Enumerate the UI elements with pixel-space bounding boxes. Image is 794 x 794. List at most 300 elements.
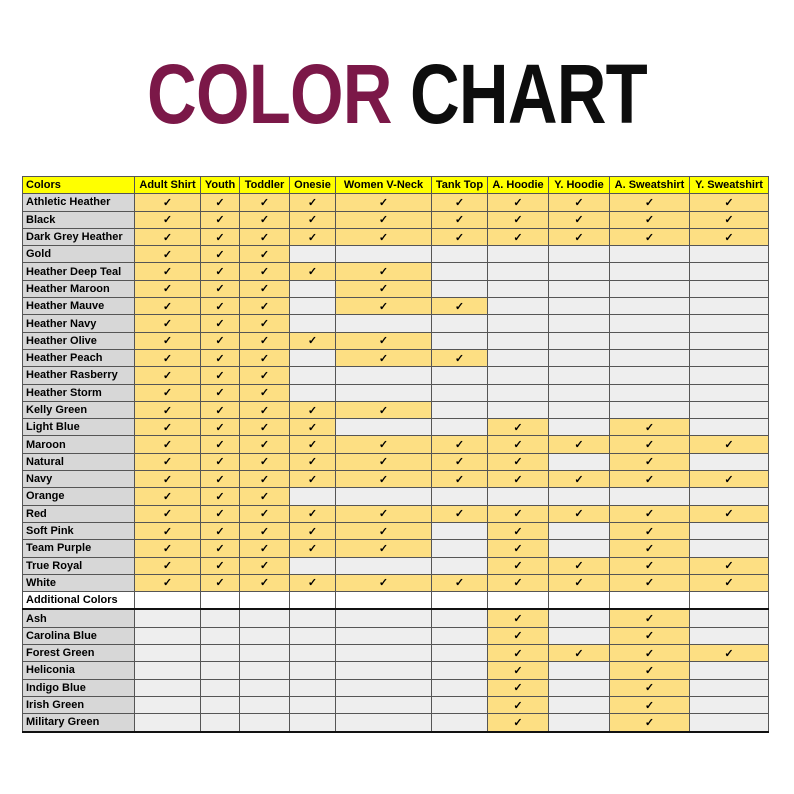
empty-cell (135, 696, 201, 713)
check-icon-cell: ✓ (201, 522, 240, 539)
check-icon-cell: ✓ (201, 471, 240, 488)
check-icon-cell: ✓ (290, 453, 336, 470)
check-icon-cell: ✓ (488, 696, 549, 713)
check-icon-cell: ✓ (488, 714, 549, 732)
check-icon-cell: ✓ (336, 280, 432, 297)
column-header: Onesie (290, 177, 336, 194)
empty-cell (432, 367, 488, 384)
table-row (23, 609, 769, 627)
empty-cell (201, 592, 240, 610)
check-icon-cell: ✓ (290, 522, 336, 539)
empty-cell (549, 592, 610, 610)
table-row (23, 505, 769, 522)
empty-cell (432, 662, 488, 679)
color-name: Natural (23, 453, 135, 470)
empty-cell (690, 696, 769, 713)
check-icon-cell: ✓ (336, 194, 432, 211)
check-icon-cell: ✓ (488, 419, 549, 436)
empty-cell (201, 679, 240, 696)
check-icon-cell: ✓ (290, 471, 336, 488)
color-name: Heliconia (23, 662, 135, 679)
check-icon-cell: ✓ (610, 609, 690, 627)
check-icon-cell: ✓ (135, 436, 201, 453)
check-icon-cell: ✓ (201, 384, 240, 401)
check-icon-cell: ✓ (432, 228, 488, 245)
check-icon-cell: ✓ (135, 419, 201, 436)
check-icon-cell: ✓ (201, 505, 240, 522)
check-icon-cell: ✓ (201, 436, 240, 453)
color-name: Heather Olive (23, 332, 135, 349)
check-icon-cell: ✓ (432, 298, 488, 315)
empty-cell (610, 263, 690, 280)
empty-cell (549, 263, 610, 280)
table-row (23, 696, 769, 713)
check-icon-cell: ✓ (135, 246, 201, 263)
check-icon-cell: ✓ (549, 228, 610, 245)
empty-cell (135, 627, 201, 644)
empty-cell (290, 349, 336, 366)
check-icon-cell: ✓ (240, 540, 290, 557)
empty-cell (240, 627, 290, 644)
check-icon-cell: ✓ (135, 349, 201, 366)
check-icon-cell: ✓ (240, 574, 290, 591)
empty-cell (549, 522, 610, 539)
color-name: Dark Grey Heather (23, 228, 135, 245)
empty-cell (488, 488, 549, 505)
empty-cell (240, 662, 290, 679)
check-icon-cell: ✓ (240, 280, 290, 297)
color-name: Team Purple (23, 540, 135, 557)
empty-cell (690, 280, 769, 297)
empty-cell (488, 592, 549, 610)
check-icon-cell: ✓ (290, 574, 336, 591)
header-row (23, 177, 769, 194)
check-icon-cell: ✓ (336, 540, 432, 557)
color-name: Forest Green (23, 645, 135, 662)
empty-cell (290, 246, 336, 263)
empty-cell (610, 367, 690, 384)
empty-cell (690, 592, 769, 610)
check-icon-cell: ✓ (135, 471, 201, 488)
check-icon-cell: ✓ (610, 228, 690, 245)
check-icon-cell: ✓ (336, 211, 432, 228)
empty-cell (336, 714, 432, 732)
empty-cell (290, 679, 336, 696)
color-name: Heather Mauve (23, 298, 135, 315)
color-name: Heather Peach (23, 349, 135, 366)
empty-cell (432, 609, 488, 627)
check-icon-cell: ✓ (201, 332, 240, 349)
empty-cell (201, 627, 240, 644)
empty-cell (690, 401, 769, 418)
empty-cell (610, 315, 690, 332)
empty-cell (488, 332, 549, 349)
empty-cell (290, 609, 336, 627)
additional-colors-label: Additional Colors (23, 592, 135, 610)
empty-cell (336, 627, 432, 644)
empty-cell (201, 714, 240, 732)
table-row (23, 419, 769, 436)
column-header: Toddler (240, 177, 290, 194)
empty-cell (610, 280, 690, 297)
check-icon-cell: ✓ (201, 349, 240, 366)
check-icon-cell: ✓ (240, 263, 290, 280)
empty-cell (549, 349, 610, 366)
empty-cell (690, 315, 769, 332)
empty-cell (549, 714, 610, 732)
color-name: Ash (23, 609, 135, 627)
check-icon-cell: ✓ (290, 263, 336, 280)
check-icon-cell: ✓ (690, 557, 769, 574)
table-row (23, 522, 769, 539)
column-header: Tank Top (432, 177, 488, 194)
title-word-chart: CHART (409, 47, 647, 141)
table-row (23, 315, 769, 332)
color-name: Heather Storm (23, 384, 135, 401)
empty-cell (290, 557, 336, 574)
check-icon-cell: ✓ (135, 505, 201, 522)
empty-cell (201, 645, 240, 662)
empty-cell (432, 280, 488, 297)
check-icon-cell: ✓ (201, 367, 240, 384)
empty-cell (610, 298, 690, 315)
check-icon-cell: ✓ (201, 401, 240, 418)
empty-cell (690, 332, 769, 349)
check-icon-cell: ✓ (135, 298, 201, 315)
empty-cell (549, 332, 610, 349)
check-icon-cell: ✓ (488, 522, 549, 539)
empty-cell (549, 384, 610, 401)
table-row (23, 367, 769, 384)
check-icon-cell: ✓ (432, 574, 488, 591)
empty-cell (549, 453, 610, 470)
empty-cell (549, 662, 610, 679)
empty-cell (290, 367, 336, 384)
table-row (23, 401, 769, 418)
empty-cell (240, 645, 290, 662)
check-icon-cell: ✓ (610, 557, 690, 574)
table-row (23, 332, 769, 349)
check-icon-cell: ✓ (336, 522, 432, 539)
column-header: Women V-Neck (336, 177, 432, 194)
empty-cell (135, 609, 201, 627)
check-icon-cell: ✓ (549, 557, 610, 574)
column-header: Youth (201, 177, 240, 194)
empty-cell (488, 280, 549, 297)
empty-cell (336, 367, 432, 384)
empty-cell (549, 696, 610, 713)
check-icon-cell: ✓ (488, 505, 549, 522)
empty-cell (336, 679, 432, 696)
check-icon-cell: ✓ (336, 349, 432, 366)
table-row (23, 557, 769, 574)
check-icon-cell: ✓ (610, 419, 690, 436)
check-icon-cell: ✓ (201, 453, 240, 470)
check-icon-cell: ✓ (610, 662, 690, 679)
check-icon-cell: ✓ (488, 679, 549, 696)
check-icon-cell: ✓ (290, 194, 336, 211)
check-icon-cell: ✓ (290, 211, 336, 228)
empty-cell (690, 662, 769, 679)
check-icon-cell: ✓ (549, 471, 610, 488)
check-icon-cell: ✓ (549, 645, 610, 662)
check-icon-cell: ✓ (201, 315, 240, 332)
check-icon-cell: ✓ (336, 505, 432, 522)
empty-cell (690, 246, 769, 263)
check-icon-cell: ✓ (610, 471, 690, 488)
check-icon-cell: ✓ (240, 557, 290, 574)
column-header: A. Hoodie (488, 177, 549, 194)
empty-cell (488, 401, 549, 418)
check-icon-cell: ✓ (549, 194, 610, 211)
empty-cell (290, 627, 336, 644)
empty-cell (432, 679, 488, 696)
table-row (23, 488, 769, 505)
color-name: Irish Green (23, 696, 135, 713)
empty-cell (290, 280, 336, 297)
empty-cell (135, 679, 201, 696)
check-icon-cell: ✓ (488, 228, 549, 245)
empty-cell (201, 662, 240, 679)
check-icon-cell: ✓ (201, 194, 240, 211)
check-icon-cell: ✓ (549, 574, 610, 591)
check-icon-cell: ✓ (201, 246, 240, 263)
empty-cell (336, 246, 432, 263)
empty-cell (690, 540, 769, 557)
table-row (23, 540, 769, 557)
check-icon-cell: ✓ (432, 505, 488, 522)
empty-cell (488, 315, 549, 332)
column-header: Colors (23, 177, 135, 194)
empty-cell (432, 263, 488, 280)
empty-cell (690, 679, 769, 696)
empty-cell (336, 384, 432, 401)
check-icon-cell: ✓ (240, 436, 290, 453)
color-name: White (23, 574, 135, 591)
empty-cell (336, 419, 432, 436)
column-header: Y. Hoodie (549, 177, 610, 194)
check-icon-cell: ✓ (336, 298, 432, 315)
check-icon-cell: ✓ (488, 540, 549, 557)
empty-cell (336, 315, 432, 332)
table-row (23, 228, 769, 245)
color-name: Maroon (23, 436, 135, 453)
check-icon-cell: ✓ (240, 488, 290, 505)
empty-cell (488, 246, 549, 263)
table-row (23, 384, 769, 401)
empty-cell (549, 627, 610, 644)
empty-cell (610, 332, 690, 349)
empty-cell (432, 696, 488, 713)
empty-cell (135, 662, 201, 679)
check-icon-cell: ✓ (201, 263, 240, 280)
empty-cell (488, 384, 549, 401)
check-icon-cell: ✓ (610, 505, 690, 522)
check-icon-cell: ✓ (290, 332, 336, 349)
empty-cell (290, 645, 336, 662)
empty-cell (690, 609, 769, 627)
check-icon-cell: ✓ (488, 557, 549, 574)
check-icon-cell: ✓ (488, 453, 549, 470)
check-icon-cell: ✓ (135, 194, 201, 211)
check-icon-cell: ✓ (135, 367, 201, 384)
check-icon-cell: ✓ (432, 453, 488, 470)
table-row (23, 627, 769, 644)
empty-cell (240, 714, 290, 732)
empty-cell (488, 298, 549, 315)
empty-cell (690, 488, 769, 505)
empty-cell (290, 662, 336, 679)
check-icon-cell: ✓ (610, 714, 690, 732)
check-icon-cell: ✓ (690, 645, 769, 662)
check-icon-cell: ✓ (201, 419, 240, 436)
check-icon-cell: ✓ (610, 194, 690, 211)
empty-cell (135, 645, 201, 662)
empty-cell (549, 298, 610, 315)
check-icon-cell: ✓ (549, 211, 610, 228)
check-icon-cell: ✓ (336, 401, 432, 418)
color-name: Navy (23, 471, 135, 488)
empty-cell (290, 298, 336, 315)
empty-cell (336, 488, 432, 505)
check-icon-cell: ✓ (240, 384, 290, 401)
empty-cell (690, 522, 769, 539)
empty-cell (610, 592, 690, 610)
check-icon-cell: ✓ (135, 557, 201, 574)
column-header: A. Sweatshirt (610, 177, 690, 194)
check-icon-cell: ✓ (610, 696, 690, 713)
check-icon-cell: ✓ (240, 522, 290, 539)
color-name: Heather Maroon (23, 280, 135, 297)
check-icon-cell: ✓ (240, 505, 290, 522)
color-name: Heather Rasberry (23, 367, 135, 384)
chart-body (23, 194, 769, 732)
empty-cell (336, 645, 432, 662)
check-icon-cell: ✓ (432, 436, 488, 453)
table-row (23, 246, 769, 263)
check-icon-cell: ✓ (336, 453, 432, 470)
check-icon-cell: ✓ (135, 453, 201, 470)
table-row (23, 662, 769, 679)
empty-cell (336, 609, 432, 627)
empty-cell (432, 332, 488, 349)
check-icon-cell: ✓ (610, 453, 690, 470)
color-name: Red (23, 505, 135, 522)
check-icon-cell: ✓ (336, 436, 432, 453)
color-name: Carolina Blue (23, 627, 135, 644)
empty-cell (549, 488, 610, 505)
check-icon-cell: ✓ (240, 471, 290, 488)
check-icon-cell: ✓ (336, 228, 432, 245)
table-row (23, 211, 769, 228)
color-name: Orange (23, 488, 135, 505)
empty-cell (432, 488, 488, 505)
empty-cell (432, 540, 488, 557)
check-icon-cell: ✓ (290, 436, 336, 453)
page-title (71, 47, 722, 141)
check-icon-cell: ✓ (690, 505, 769, 522)
empty-cell (690, 384, 769, 401)
empty-cell (201, 696, 240, 713)
table-row (23, 280, 769, 297)
color-name: Athletic Heather (23, 194, 135, 211)
check-icon-cell: ✓ (610, 211, 690, 228)
empty-cell (549, 609, 610, 627)
check-icon-cell: ✓ (135, 384, 201, 401)
check-icon-cell: ✓ (201, 488, 240, 505)
check-icon-cell: ✓ (135, 211, 201, 228)
table-row (23, 574, 769, 591)
empty-cell (290, 592, 336, 610)
check-icon-cell: ✓ (135, 228, 201, 245)
check-icon-cell: ✓ (240, 315, 290, 332)
empty-cell (201, 609, 240, 627)
check-icon-cell: ✓ (488, 436, 549, 453)
check-icon-cell: ✓ (290, 401, 336, 418)
color-name: Light Blue (23, 419, 135, 436)
empty-cell (336, 557, 432, 574)
empty-cell (336, 662, 432, 679)
empty-cell (432, 246, 488, 263)
table-row (23, 349, 769, 366)
empty-cell (549, 401, 610, 418)
empty-cell (290, 714, 336, 732)
empty-cell (240, 679, 290, 696)
check-icon-cell: ✓ (135, 401, 201, 418)
empty-cell (432, 384, 488, 401)
check-icon-cell: ✓ (201, 228, 240, 245)
table-row (23, 453, 769, 470)
table-row (23, 714, 769, 732)
empty-cell (432, 401, 488, 418)
check-icon-cell: ✓ (610, 540, 690, 557)
empty-cell (610, 401, 690, 418)
table-row (23, 471, 769, 488)
empty-cell (690, 453, 769, 470)
empty-cell (240, 592, 290, 610)
check-icon-cell: ✓ (690, 228, 769, 245)
check-icon-cell: ✓ (336, 471, 432, 488)
check-icon-cell: ✓ (488, 609, 549, 627)
empty-cell (432, 645, 488, 662)
check-icon-cell: ✓ (240, 298, 290, 315)
check-icon-cell: ✓ (135, 280, 201, 297)
empty-cell (290, 696, 336, 713)
empty-cell (549, 540, 610, 557)
empty-cell (135, 592, 201, 610)
check-icon-cell: ✓ (240, 349, 290, 366)
check-icon-cell: ✓ (240, 419, 290, 436)
color-name: Heather Deep Teal (23, 263, 135, 280)
empty-cell (690, 714, 769, 732)
empty-cell (432, 522, 488, 539)
color-name: Military Green (23, 714, 135, 732)
color-name: Kelly Green (23, 401, 135, 418)
check-icon-cell: ✓ (690, 211, 769, 228)
check-icon-cell: ✓ (290, 505, 336, 522)
empty-cell (432, 592, 488, 610)
check-icon-cell: ✓ (201, 574, 240, 591)
title-word-color: COLOR (147, 47, 392, 141)
check-icon-cell: ✓ (488, 574, 549, 591)
empty-cell (290, 315, 336, 332)
check-icon-cell: ✓ (488, 194, 549, 211)
check-icon-cell: ✓ (549, 505, 610, 522)
table-row (23, 194, 769, 211)
empty-cell (610, 488, 690, 505)
check-icon-cell: ✓ (610, 645, 690, 662)
empty-cell (549, 419, 610, 436)
